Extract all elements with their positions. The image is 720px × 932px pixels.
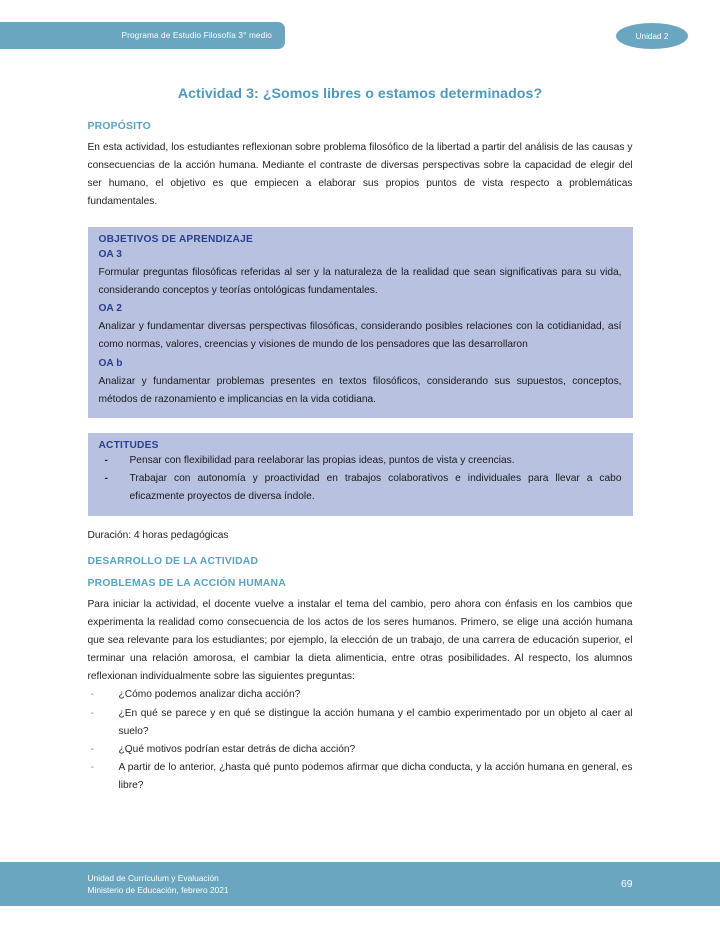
list-item: - ¿En qué se parece y en qué se distingue la acción humana y el cambio experimentado por un objeto al caer al suelo? xyxy=(88,705,633,741)
oa-code: OA 3 xyxy=(98,248,122,260)
program-title-tab xyxy=(0,22,285,49)
page-header xyxy=(0,0,720,70)
spacer xyxy=(88,589,633,596)
spacer xyxy=(88,567,633,578)
proposito-heading: PROPÓSITO xyxy=(87,121,151,132)
oa-text: Analizar y fundamentar problemas presentes en textos filosóficos, considerando sus supuestos, conceptos, métodos de razonamiento e implicancias en la vida cotidiana. xyxy=(98,375,622,405)
footer-line-2: Ministerio de Educación, febrero 2021 xyxy=(87,885,229,895)
questions-list xyxy=(88,686,633,795)
page-footer xyxy=(0,862,720,906)
footer-line-1: Unidad de Currículum y Evaluación xyxy=(87,872,219,883)
actitudes-box xyxy=(88,433,633,515)
objetivos-heading: OBJETIVOS DE APRENDIZAJE xyxy=(98,233,253,245)
list-item: - ¿Cómo podemos analizar dicha acción? xyxy=(88,686,633,704)
spacer xyxy=(88,545,633,556)
proposito-section xyxy=(88,121,633,212)
list-item: - Pensar con flexibilidad para reelaborar las propias ideas, puntos de vista y creencias. xyxy=(99,452,622,470)
footer-inner xyxy=(88,872,633,896)
desarrollo-subheading: PROBLEMAS DE LA ACCIÓN HUMANA xyxy=(87,577,286,589)
spacer xyxy=(88,132,633,139)
actitudes-heading: ACTITUDES xyxy=(98,440,159,452)
list-item: - Trabajar con autonomía y proactividad en trabajos colaborativos e individuales para llevar a cabo eficazmente proyectos de diversa índole. xyxy=(99,470,622,506)
oa-code: OA b xyxy=(98,357,123,369)
objetivos-box xyxy=(88,227,633,418)
unit-badge-label: Unidad 2 xyxy=(635,31,669,41)
list-item: - A partir de lo anterior, ¿hasta qué punto podemos afirmar que dicha conducta, y la acción humana en general, es libre? xyxy=(88,759,633,795)
spacer xyxy=(88,102,633,121)
program-title-label: Programa de Estudio Filosofía 3° medio xyxy=(121,31,272,40)
spacer xyxy=(88,212,633,227)
oa-text: Formular preguntas filosóficas referidas al ser y la naturaleza de la realidad que sean significativas para su vida, considerando conceptos y teorías ontológicas fundamentales. xyxy=(98,266,622,296)
desarrollo-heading: DESARROLLO DE LA ACTIVIDAD xyxy=(87,555,259,567)
oa-code: OA 2 xyxy=(98,303,122,315)
page-number: 69 xyxy=(620,878,633,890)
actitudes-list xyxy=(99,452,622,506)
activity-title: Actividad 3: ¿Somos libres o estamos determinados? xyxy=(177,86,543,102)
desarrollo-paragraph: Para iniciar la actividad, el docente vuelve a instalar el tema del cambio, pero ahora con énfasis en los cambios que experimenta la realidad como consecuencia de los actos de los seres humanos. Primero, se elige una acción humana que sea relevante para los estudiantes; por ejemplo, la elección de un trabajo, de una carrera de educación superior, el terminar una relación amorosa, el cambiar la dieta alimenticia, entre otras posibilidades. Al respecto, los alumnos reflexionan individualmente sobre las siguientes preguntas: xyxy=(87,598,633,683)
oa-text: Analizar y fundamentar diversas perspectivas filosóficas, considerando posibles relaciones con la cotidianidad, así como normas, valores, creencias y visiones de mundo de los pensadores que las desarrollaron xyxy=(98,321,622,351)
spacer xyxy=(88,418,633,433)
spacer xyxy=(88,516,633,527)
page-body xyxy=(0,70,720,795)
proposito-text: En esta actividad, los estudiantes reflexionan sobre problema filosófico de la libertad a partir del análisis de las causas y consecuencias de la acción humana. Mediante el contraste de diversas perspectivas sobre la capacidad de elegir del ser humano, el objetivo es que empiecen a elaborar sus propios puntos de vista respecto a problemáticas fundamentales. xyxy=(87,142,633,208)
duracion-text: Duración: 4 horas pedagógicas xyxy=(87,529,229,541)
content-column xyxy=(88,86,633,795)
unit-badge xyxy=(616,23,688,49)
list-item: - ¿Qué motivos podrían estar detrás de dicha acción? xyxy=(88,741,633,759)
footer-credits xyxy=(88,872,229,896)
